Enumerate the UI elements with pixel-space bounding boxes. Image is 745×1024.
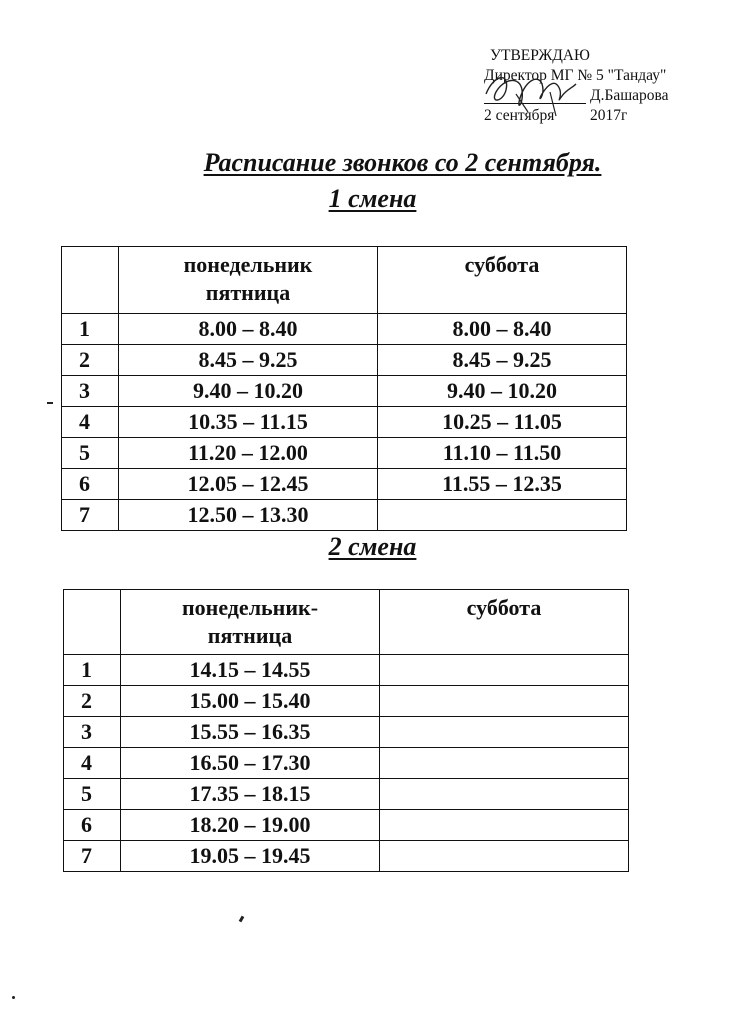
- shift2-heading: 2 смена: [328, 532, 417, 561]
- table-row: [64, 748, 629, 779]
- header-saturday: суббота: [378, 247, 627, 314]
- lesson-number: 3: [64, 717, 121, 748]
- weekday-time: 12.50 – 13.30: [119, 500, 378, 531]
- weekday-time: 10.35 – 11.15: [119, 407, 378, 438]
- saturday-time: 9.40 – 10.20: [378, 376, 627, 407]
- table-row: [62, 500, 627, 531]
- weekday-time: 15.00 – 15.40: [121, 686, 380, 717]
- table-row: [64, 655, 629, 686]
- weekday-time: 16.50 – 17.30: [121, 748, 380, 779]
- lesson-number: 5: [62, 438, 119, 469]
- weekday-time: 14.15 – 14.55: [121, 655, 380, 686]
- saturday-time: [380, 655, 629, 686]
- weekday-time: 8.45 – 9.25: [119, 345, 378, 376]
- table-row: [64, 717, 629, 748]
- header-weekdays-line2: пятница: [205, 280, 291, 305]
- weekday-time: 8.00 – 8.40: [119, 314, 378, 345]
- lesson-number: 1: [64, 655, 121, 686]
- lesson-number: 4: [62, 407, 119, 438]
- saturday-time: [380, 686, 629, 717]
- saturday-time: 11.55 – 12.35: [378, 469, 627, 500]
- header-weekdays-line1: понедельник: [183, 252, 313, 277]
- weekday-time: 18.20 – 19.00: [121, 810, 380, 841]
- table-row: [64, 686, 629, 717]
- lesson-number: 2: [64, 686, 121, 717]
- scan-dot: [12, 996, 15, 999]
- director-line: Директор МГ № 5 "Тандау": [484, 67, 667, 84]
- approval-date-year: 2017г: [590, 107, 628, 124]
- weekday-time: 19.05 – 19.45: [121, 841, 380, 872]
- table-row: [62, 438, 627, 469]
- header-weekdays-line2: пятница: [207, 623, 293, 648]
- header-weekdays-line1: понедельник-: [181, 595, 319, 620]
- header-empty: [62, 247, 119, 314]
- table-row: [62, 469, 627, 500]
- page-title: Расписание звонков со 2 сентября.: [203, 148, 602, 177]
- lesson-number: 3: [62, 376, 119, 407]
- header-empty: [64, 590, 121, 655]
- table-row: [62, 345, 627, 376]
- lesson-number: 4: [64, 748, 121, 779]
- weekday-time: 15.55 – 16.35: [121, 717, 380, 748]
- saturday-time: 8.45 – 9.25: [378, 345, 627, 376]
- approve-label: УТВЕРЖДАЮ: [490, 47, 590, 64]
- lesson-number: 7: [64, 841, 121, 872]
- table-row: [64, 810, 629, 841]
- lesson-number: 5: [64, 779, 121, 810]
- lesson-number: 7: [62, 500, 119, 531]
- lesson-number: 1: [62, 314, 119, 345]
- lesson-number: 6: [64, 810, 121, 841]
- signer-name: Д.Башарова: [590, 87, 669, 104]
- header-weekdays: [121, 590, 380, 655]
- table-header-row: [64, 590, 629, 655]
- saturday-time: [380, 810, 629, 841]
- saturday-time: [380, 748, 629, 779]
- shift2-table: [63, 589, 629, 872]
- scan-dot: [47, 402, 53, 404]
- saturday-time: 11.10 – 11.50: [378, 438, 627, 469]
- lesson-number: 2: [62, 345, 119, 376]
- table-row: [64, 779, 629, 810]
- saturday-time: [380, 779, 629, 810]
- header-weekdays: [119, 247, 378, 314]
- saturday-time: [380, 717, 629, 748]
- approval-date-day: 2 сентября: [484, 107, 555, 124]
- header-saturday: суббота: [380, 590, 629, 655]
- saturday-time: 10.25 – 11.05: [378, 407, 627, 438]
- weekday-time: 9.40 – 10.20: [119, 376, 378, 407]
- lesson-number: 6: [62, 469, 119, 500]
- table-row: [62, 314, 627, 345]
- table-header-row: [62, 247, 627, 314]
- weekday-time: 12.05 – 12.45: [119, 469, 378, 500]
- weekday-time: 11.20 – 12.00: [119, 438, 378, 469]
- scan-dot: [239, 916, 245, 923]
- weekday-time: 17.35 – 18.15: [121, 779, 380, 810]
- table-row: [62, 407, 627, 438]
- saturday-time: 8.00 – 8.40: [378, 314, 627, 345]
- shift1-heading: 1 смена: [328, 184, 417, 213]
- saturday-time: [380, 841, 629, 872]
- table-row: [62, 376, 627, 407]
- shift1-table: [61, 246, 627, 531]
- table-row: [64, 841, 629, 872]
- saturday-time: [378, 500, 627, 531]
- handwritten-signature: [476, 54, 586, 124]
